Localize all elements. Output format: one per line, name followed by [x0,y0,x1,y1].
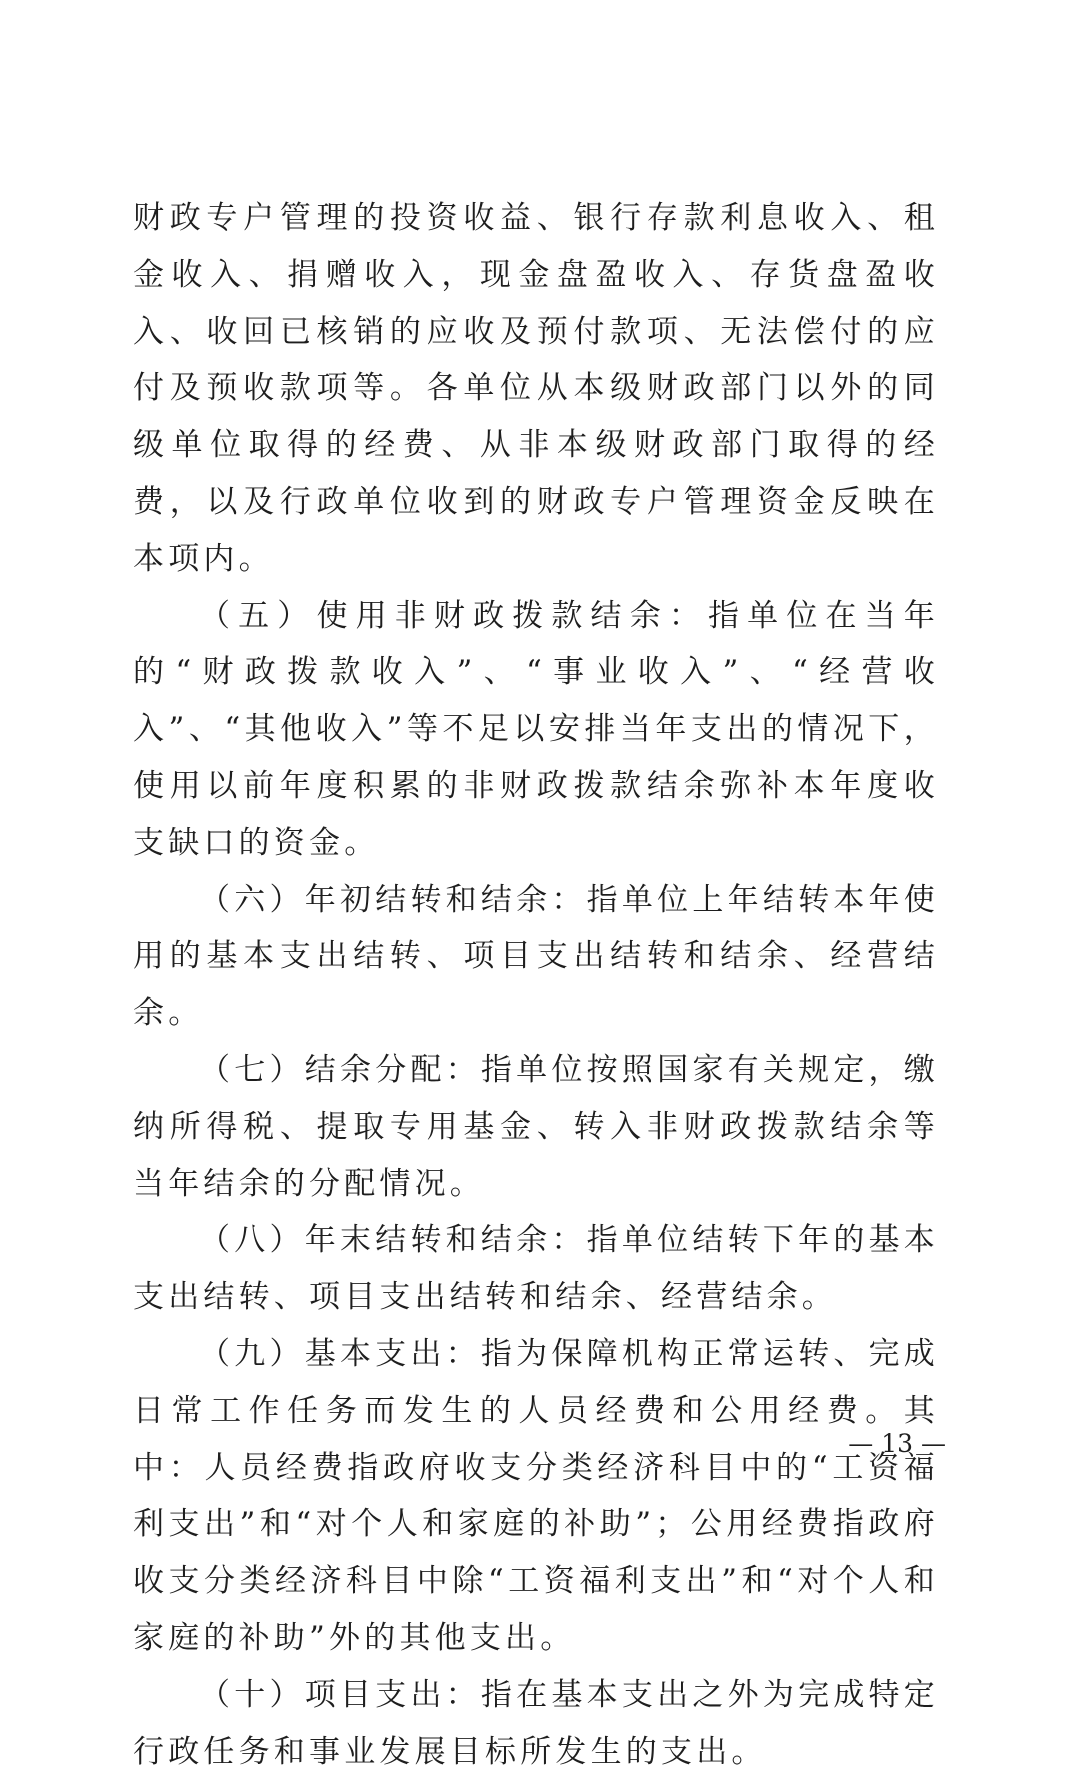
paragraph-item-7: （七）结余分配：指单位按照国家有关规定，缴纳所得税、提取专用基金、转入非财政拨款结余等当年结余的分配情况。 [133,1051,939,1202]
paragraph-item-8: （八）年末结转和结余：指单位结转下年的基本支出结转、项目支出结转和结余、经营结余。 [133,1222,939,1316]
page-number: — 13 — [848,1429,946,1458]
paragraph-item-5: （五）使用非财政拨款结余：指单位在当年的“财政拨款收入”、“事业收入”、“经营收入”、“其他收入”等不足以安排当年支出的情况下，使用以前年度积累的非财政拨款结余弥补本年度收支缺口的资金。 [133,597,939,861]
paragraph-item-6: （六）年初结转和结余：指单位上年结转本年使用的基本支出结转、项目支出结转和结余、经营结余。 [133,881,939,1032]
paragraph-continuation: 财政专户管理的投资收益、银行存款利息收入、租金收入、捐赠收入，现金盘盈收入、存货盘盈收入、收回已核销的应收及预付款项、无法偿付的应付及预收款项等。各单位从本级财政部门以外的同级单位取得的经费、从非本级财政部门取得的经费，以及行政单位收到的财政专户管理资金反映在本项内。 [133,200,939,577]
paragraph-item-10: （十）项目支出：指在基本支出之外为完成特定行政任务和事业发展目标所发生的支出。 [133,1676,939,1770]
body-text [133,190,939,1780]
paragraph-item-9: （九）基本支出：指为保障机构正常运转、完成日常工作任务而发生的人员经费和公用经费。其中：人员经费指政府收支分类经济科目中的“工资福利支出”和“对个人和家庭的补助”；公用经费指政府收支分类经济科目中除“工资福利支出”和“对个人和家庭的补助”外的其他支出。 [133,1335,939,1656]
